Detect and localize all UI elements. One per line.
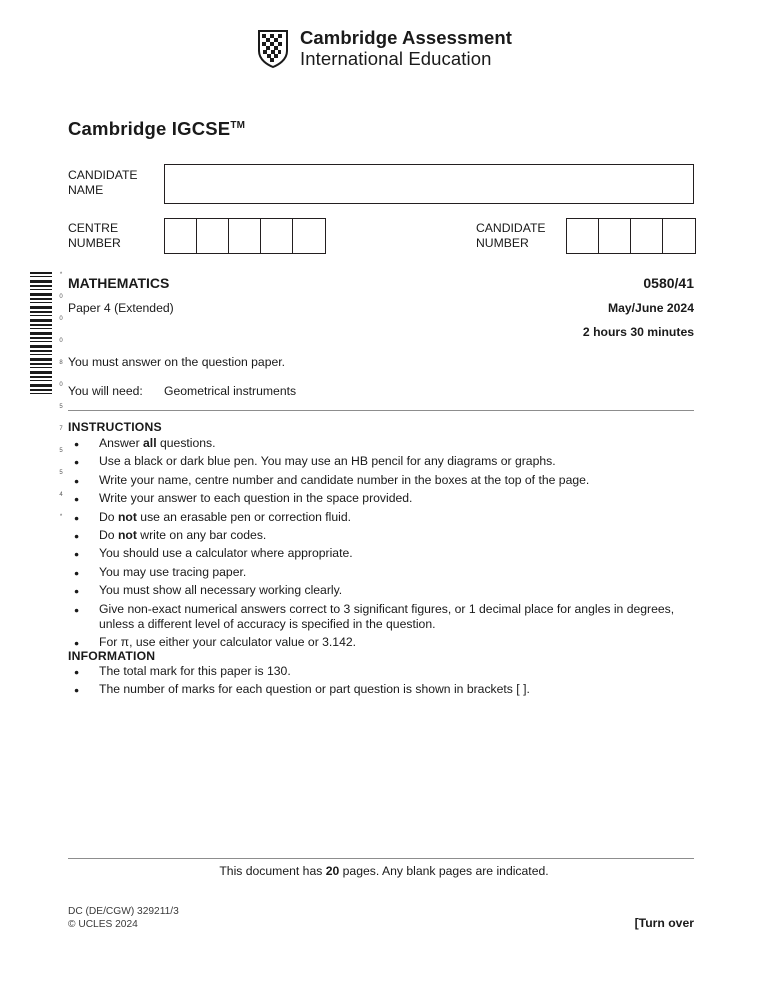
divider-top: [68, 410, 694, 411]
candidate-number-cell[interactable]: [663, 219, 695, 253]
list-item: ● The total mark for this paper is 130.: [68, 664, 698, 679]
logo-line-1: Cambridge Assessment: [299, 27, 513, 48]
paper-name: Paper 4 (Extended): [68, 301, 174, 315]
list-item: ● You should use a calculator where appropriate.: [68, 546, 698, 561]
barcode-digits: * 0 0 0 8 0 5 7 5 5 4 *: [58, 272, 64, 525]
list-item: ● Do not write on any bar codes.: [68, 528, 698, 543]
materials-needed-label: You will need:: [68, 384, 143, 398]
centre-number-input[interactable]: [164, 218, 326, 254]
centre-number-label-line1: CENTRE: [68, 221, 119, 235]
centre-number-cell[interactable]: [261, 219, 293, 253]
divider-bottom: [68, 858, 694, 859]
materials-needed-value: Geometrical instruments: [164, 384, 297, 398]
page-title: [68, 118, 245, 140]
barcode-bars-icon: [30, 272, 52, 394]
exam-session: May/June 2024: [607, 301, 694, 315]
list-item: ● Do not use an erasable pen or correction fluid.: [68, 510, 698, 525]
paper-row: [68, 301, 694, 315]
logo-line-2: International Education: [299, 47, 492, 69]
list-item: ● The number of marks for each question or part question is shown in brackets [ ].: [68, 682, 698, 697]
list-item: ● Use a black or dark blue pen. You may use an HB pencil for any diagrams or graphs.: [68, 454, 698, 469]
list-item: ● Answer all questions.: [68, 436, 698, 451]
list-item: ● Give non-exact numerical answers correct to 3 significant figures, or 1 decimal place for angles in degrees, unless a different level of accuracy is specified in the question.: [68, 602, 698, 632]
barcode: [30, 272, 64, 525]
list-item: ● Write your name, centre number and candidate number in the boxes at the top of the page.: [68, 473, 698, 488]
centre-number-cell[interactable]: [165, 219, 197, 253]
page-title-text: Cambridge IGCSE: [68, 118, 231, 139]
instructions-list: [68, 436, 698, 654]
centre-candidate-number-row: [68, 218, 694, 256]
cambridge-crest-icon: [256, 29, 290, 69]
list-item: ● You may use tracing paper.: [68, 565, 698, 580]
subject-name: MATHEMATICS: [68, 275, 170, 291]
candidate-name-label: [68, 168, 158, 198]
paper-code: 0580/41: [643, 275, 694, 291]
candidate-number-cell[interactable]: [567, 219, 599, 253]
pages-note-after: pages. Any blank pages are indicated.: [339, 864, 549, 878]
copyright: © UCLES 2024: [68, 919, 138, 930]
candidate-number-cell[interactable]: [599, 219, 631, 253]
exam-duration: 2 hours 30 minutes: [582, 325, 694, 339]
footer-left: [68, 905, 179, 931]
centre-number-cell[interactable]: [293, 219, 325, 253]
information-list: [68, 664, 698, 701]
candidate-name-label-line2: NAME: [68, 183, 104, 197]
candidate-name-label-line1: CANDIDATE: [68, 168, 138, 182]
document-code: DC (DE/CGW) 329211/3: [68, 906, 179, 917]
materials-needed-row: [68, 384, 296, 398]
candidate-number-cell[interactable]: [631, 219, 663, 253]
pages-note-before: This document has: [219, 864, 326, 878]
candidate-name-input[interactable]: [164, 164, 694, 204]
list-item: ● For π, use either your calculator value or 3.142.: [68, 635, 698, 650]
candidate-number-label: [476, 221, 576, 251]
candidate-number-label-line1: CANDIDATE: [476, 221, 546, 235]
list-item: ● You must show all necessary working clearly.: [68, 583, 698, 598]
centre-number-cell[interactable]: [197, 219, 229, 253]
brand-logo: [0, 28, 768, 69]
pages-count: 20: [325, 864, 340, 878]
answer-on-note: You must answer on the question paper.: [68, 355, 286, 369]
centre-number-label-line2: NUMBER: [68, 236, 121, 250]
document-pages-note: [0, 864, 768, 878]
information-heading: INFORMATION: [68, 649, 156, 663]
list-item: ● Write your answer to each question in the space provided.: [68, 491, 698, 506]
instructions-heading: INSTRUCTIONS: [68, 420, 162, 434]
centre-number-cell[interactable]: [229, 219, 261, 253]
candidate-number-label-line2: NUMBER: [476, 236, 529, 250]
candidate-number-input[interactable]: [566, 218, 696, 254]
trademark-mark: TM: [230, 119, 246, 131]
candidate-name-row: [68, 164, 694, 206]
turn-over-note: [Turn over: [634, 916, 694, 930]
centre-number-label: [68, 221, 158, 251]
subject-row: [68, 275, 694, 291]
